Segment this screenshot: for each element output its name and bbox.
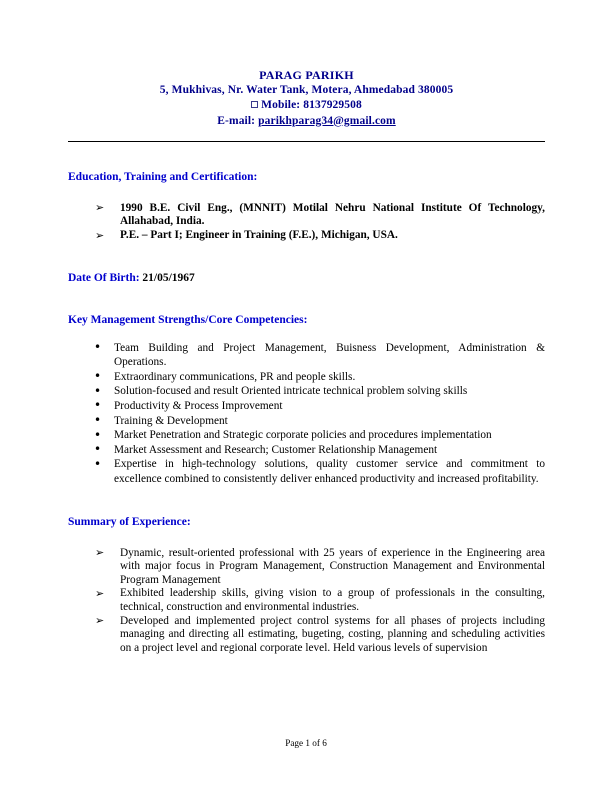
candidate-email-line bbox=[68, 114, 545, 129]
arrow-bullet-icon: ➢ bbox=[95, 614, 105, 627]
list-item bbox=[95, 587, 545, 614]
list-item bbox=[92, 399, 545, 414]
arrow-bullet-icon: ➢ bbox=[95, 228, 105, 242]
list-item bbox=[95, 547, 545, 588]
list-item-text: Market Penetration and Strategic corporate policies and procedures implementation bbox=[114, 429, 492, 442]
candidate-phone-line bbox=[68, 98, 545, 113]
list-item-text: Dynamic, result-oriented professional with 25 years of experience in the Engineering area with major focus in Program Management, Construction Management and Environmental Program Management bbox=[120, 546, 545, 586]
document-content bbox=[68, 0, 545, 655]
list-item-text: Productivity & Process Improvement bbox=[114, 399, 283, 412]
page-number: Page 1 of 6 bbox=[285, 738, 327, 748]
date-of-birth-label: Date Of Birth: bbox=[68, 271, 140, 284]
header-divider bbox=[68, 141, 545, 142]
section-heading-key-strengths: Key Management Strengths/Core Competencies: bbox=[68, 313, 308, 326]
disc-bullet-icon: • bbox=[94, 340, 102, 355]
phone-icon bbox=[251, 101, 258, 108]
disc-bullet-icon: • bbox=[94, 442, 102, 457]
list-item-text: Training & Development bbox=[114, 414, 228, 427]
list-item-text: Team Building and Project Management, Buisness Development, Administration & Operations. bbox=[114, 341, 545, 369]
list-item bbox=[95, 202, 545, 229]
disc-bullet-icon: • bbox=[94, 427, 102, 442]
section-heading-summary-of-experience: Summary of Experience: bbox=[68, 515, 191, 528]
date-of-birth-value: 21/05/1967 bbox=[142, 271, 195, 284]
disc-bullet-icon: • bbox=[94, 383, 102, 398]
list-item-text: 1990 B.E. Civil Eng., (MNNIT) Motilal Nehru National Institute Of Technology, Allahabad, India. bbox=[120, 201, 545, 228]
key-strengths-list bbox=[92, 341, 545, 487]
list-item bbox=[92, 341, 545, 370]
arrow-bullet-icon: ➢ bbox=[95, 546, 105, 560]
summary-of-experience-list bbox=[95, 547, 545, 656]
page-footer bbox=[0, 738, 612, 749]
letterhead bbox=[68, 0, 545, 129]
list-item-text: Exhibited leadership skills, giving vision to a group of professionals in the consulting, technical, construction and environmental industries. bbox=[120, 587, 545, 613]
candidate-address: 5, Mukhivas, Nr. Water Tank, Motera, Ahmedabad 380005 bbox=[159, 84, 454, 97]
candidate-name: PARAG PARIKH bbox=[259, 68, 354, 82]
disc-bullet-icon: • bbox=[94, 413, 102, 428]
list-item-text: Developed and implemented project control systems for all phases of projects including managing and directing all estimating, bugeting, costing, planning and scheduling activities on a project level and regional corporate level. Held various levels of supervision bbox=[120, 614, 545, 654]
list-item-text: Solution-focused and result Oriented intricate technical problem solving skills bbox=[114, 385, 468, 398]
arrow-bullet-icon: ➢ bbox=[95, 586, 105, 600]
section-heading-education: Education, Training and Certification: bbox=[68, 170, 258, 183]
disc-bullet-icon: • bbox=[94, 369, 102, 384]
list-item bbox=[95, 229, 545, 243]
date-of-birth-line bbox=[68, 271, 545, 285]
education-list bbox=[95, 202, 545, 243]
disc-bullet-icon: • bbox=[94, 398, 102, 413]
disc-bullet-icon: • bbox=[94, 456, 102, 471]
list-item-text: P.E. – Part I; Engineer in Training (F.E.), Michigan, USA. bbox=[120, 229, 398, 241]
list-item bbox=[92, 457, 545, 486]
list-item bbox=[92, 370, 545, 385]
list-item bbox=[92, 443, 545, 458]
candidate-phone: Mobile: 8137929508 bbox=[261, 99, 362, 112]
email-link[interactable]: parikhparag34@gmail.com bbox=[258, 114, 396, 127]
list-item-text: Expertise in high-technology solutions, quality customer service and commitment to excellence combined to consistently deliver enhanced productivity and increased profitability. bbox=[114, 458, 545, 485]
email-label: E-mail: bbox=[217, 114, 256, 127]
list-item-text: Extraordinary communications, PR and people skills. bbox=[114, 370, 356, 383]
arrow-bullet-icon: ➢ bbox=[95, 201, 105, 215]
list-item bbox=[92, 428, 545, 443]
list-item bbox=[95, 615, 545, 656]
list-item-text: Market Assessment and Research; Customer Relationship Management bbox=[114, 443, 438, 456]
list-item bbox=[92, 414, 545, 429]
list-item bbox=[92, 384, 545, 399]
